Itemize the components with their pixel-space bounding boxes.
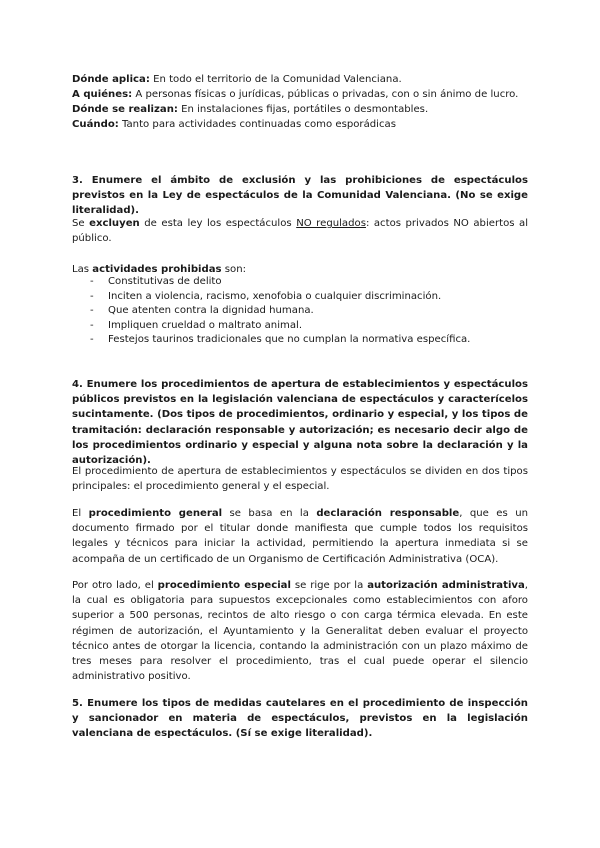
intro-line-cuando: Cuándo: Tanto para actividades continuadas como esporádicas (72, 119, 396, 130)
list-item: - Que atenten contra la dignidad humana. (90, 304, 510, 319)
list-item: - Festejos taurinos tradicionales que no cumplan la normativa específica. (90, 333, 510, 348)
q3-prohibited-intro: Las actividades prohibidas son: (72, 264, 246, 275)
intro-line-aplica: Dónde aplica: En todo el territorio de la Comunidad Valenciana. (72, 74, 402, 85)
list-item: - Impliquen crueldad o maltrato animal. (90, 319, 510, 334)
list-item: - Inciten a violencia, racismo, xenofobia o cualquier discriminación. (90, 290, 510, 305)
q4-paragraph-1: El procedimiento de apertura de establecimientos y espectáculos se dividen en dos tipos principales: el procedimiento general y el especial. (72, 466, 528, 493)
q4-paragraph-general: El procedimiento general se basa en la declaración responsable, que es un documento firmado por el titular donde manifiesta que cumple todos los requisitos legales y técnicos para iniciar la actividad, permitiendo la apertura inmediata si se acompaña de un certificado de un Organismo de Certificación Administrativa (OCA). (72, 508, 528, 565)
list-item: - Constitutivas de delito (90, 275, 510, 290)
question-3-heading: 3. Enumere el ámbito de exclusión y las prohibiciones de espectáculos previstos en la Ley de espectáculos de la Comunidad Valenciana. (No se exige literalidad). (72, 175, 528, 217)
question-4-heading: 4. Enumere los procedimientos de apertura de establecimientos y espectáculos públicos previstos en la legislación valenciana de espectáculos y caracterícelos sucintamente. (Dos tipos de procedimientos, ordinario y especial, y los tipos de tramitación: declaración responsable y autorización; es necesario decir algo de los procedimientos ordinario y especial y alguna nota sobre la declaración y la autorización). (72, 379, 528, 467)
question-5-heading: 5. Enumere los tipos de medidas cautelares en el procedimiento de inspección y sancionador en materia de espectáculos, previstos en la legislación valenciana de espectáculos. (Sí se exige literalidad). (72, 698, 528, 740)
q3-prohibited-list (90, 275, 510, 348)
intro-line-quienes: A quiénes: A personas físicas o jurídicas, públicas o privadas, con o sin ánimo de lucro. (72, 89, 519, 100)
intro-line-donde: Dónde se realizan: En instalaciones fijas, portátiles o desmontables. (72, 104, 429, 115)
q3-exclusion-paragraph: Se excluyen de esta ley los espectáculos NO regulados: actos privados NO abiertos al público. (72, 218, 529, 245)
q4-paragraph-especial: Por otro lado, el procedimiento especial se rige por la autorización administrativa, la cual es obligatoria para supuestos excepcionales como establecimientos con aforo superior a 500 personas, recintos de alto riesgo o con carga térmica elevada. En este régimen de autorización, el Ayuntamiento y la Generalitat deben evaluar el proyecto técnico antes de otorgar la licencia, contando la administración con un plazo máximo de tres meses para resolver el procedimiento, tras el cual puede operar el silencio administrativo positivo. (72, 580, 529, 683)
